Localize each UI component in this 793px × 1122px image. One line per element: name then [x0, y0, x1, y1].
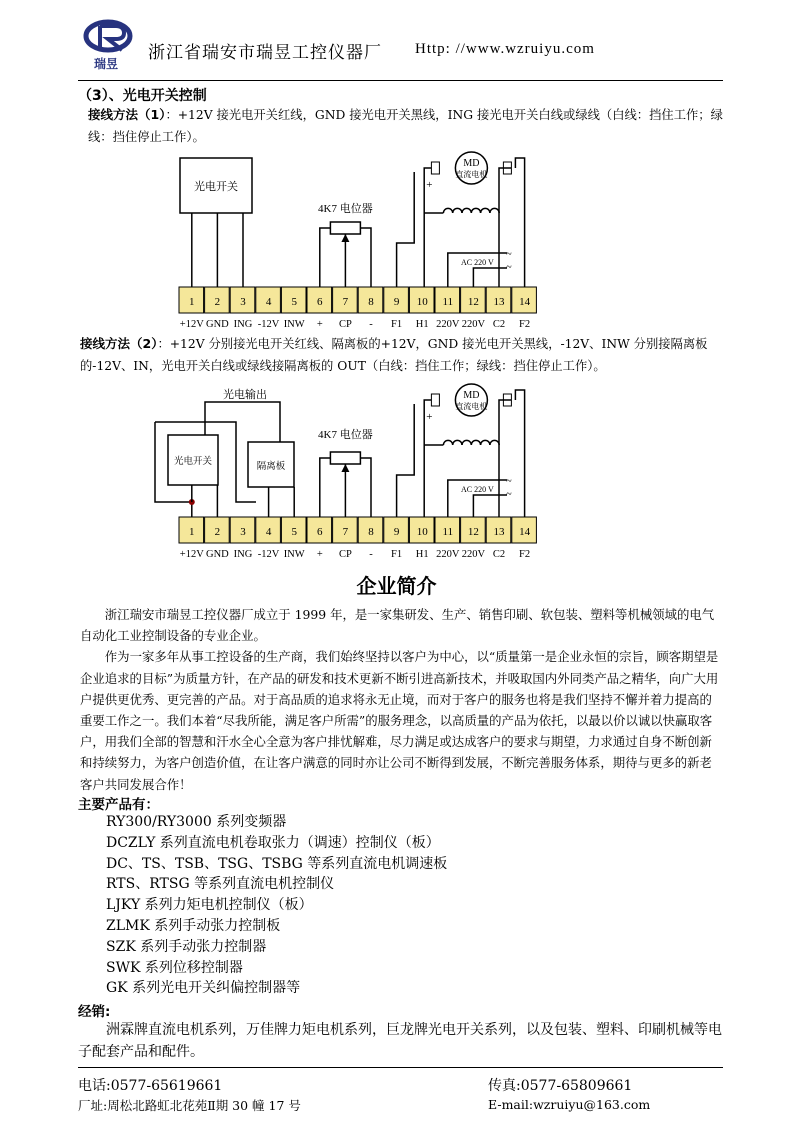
terminal-label: ING [233, 549, 253, 560]
terminal-label: -12V [257, 549, 280, 560]
terminal-number: 11 [442, 526, 454, 538]
terminal-number: 13 [493, 296, 505, 308]
terminal-number: 6 [317, 526, 323, 538]
product-item: LJKY 系列力矩电机控制仪（板） [106, 897, 313, 914]
method-1-label: 接线方法（1） [88, 107, 166, 122]
terminal-number: 6 [317, 296, 323, 308]
field-coil [490, 208, 499, 213]
method-2-text: ：+12V 分别接光电开关红线、隔离板的+12V，GND 接光电开关黑线，-12V、INW 分别接隔离板的-12V、IN，光电开关白线或绿线接隔离板的 OUT（白线：挡住工作；绿线：挡住停止工作）。 [80, 337, 708, 373]
product-list [106, 812, 447, 999]
terminal-number: 5 [291, 526, 297, 538]
terminal-number: 8 [368, 296, 374, 308]
product-item: SZK 系列手动张力控制器 [106, 938, 267, 955]
potentiometer-label: 4K7 电位器 [318, 203, 373, 215]
terminal-label: H1 [415, 549, 429, 560]
terminal-label: C2 [492, 319, 506, 330]
company-logo [80, 14, 140, 72]
section-title: （3）、光电开关控制 [78, 88, 207, 104]
terminal-label: 220V [461, 319, 486, 330]
terminal-label: GND [206, 319, 229, 330]
sales-text: 洲霖牌直流电机系列，万佳牌力矩电机系列，巨龙牌光电开关系列，以及包装、塑料、印刷机械等电子配套产品和配件。 [78, 1022, 722, 1060]
terminal-number: 12 [467, 296, 479, 308]
field-coil [471, 440, 480, 445]
terminal-label: F2 [519, 319, 531, 330]
terminal-number: 10 [416, 296, 428, 308]
wiring-diagram-1 [0, 150, 793, 335]
field-coil [453, 440, 462, 445]
terminal-number: 14 [519, 526, 531, 538]
potentiometer [330, 452, 360, 464]
wire [360, 458, 371, 517]
wire [320, 458, 331, 517]
field-coil [462, 440, 471, 445]
terminal-number: 14 [519, 296, 531, 308]
about-body [80, 604, 720, 795]
email-address: E-mail:wzruiyu@163.com [488, 1097, 651, 1112]
field-coil [443, 440, 452, 445]
wiring-diagram-2 [0, 380, 793, 565]
product-item: RY300/RY3000 系列变频器 [106, 814, 287, 830]
method-2-label: 接线方法（2） [80, 336, 158, 351]
terminal-number: 9 [393, 296, 400, 308]
about-paragraph-1: 浙江瑞安市瑞昱工控仪器厂成立于 1999 年，是一家集研发、生产、销售印刷、软包装、塑料等机械领域的电气自动化工业控制设备的专业企业。 [80, 607, 715, 644]
ac-tilde: ~ [506, 262, 512, 273]
terminal-label: - [369, 549, 373, 560]
footer-divider [78, 1067, 723, 1068]
terminal-label: -12V [257, 319, 280, 330]
field-coil [443, 208, 452, 213]
wiring-method-2 [80, 333, 725, 377]
product-item: GK 系列光电开关纠偏控制器等 [106, 980, 301, 997]
terminal-label: F1 [391, 319, 403, 330]
header-divider [78, 80, 723, 81]
terminal-label: INW [283, 319, 305, 330]
sales-title: 经销: [78, 1004, 111, 1020]
about-title: 企业简介 [356, 574, 437, 598]
terminal-number: 8 [368, 526, 374, 538]
potentiometer [330, 222, 360, 234]
product-item: ZLMK 系列手动张力控制板 [106, 917, 281, 934]
terminal-number: 11 [442, 296, 454, 308]
motor-plus-sign: + [426, 411, 433, 423]
terminal-number: 12 [467, 526, 479, 538]
product-item: SWK 系列位移控制器 [106, 959, 243, 976]
about-paragraph-2: 作为一家多年从事工控设备的生产商，我们始终坚持以客户为中心，以“质量第一是企业永恒的宗旨，顾客期望是企业追求的目标”为质量方针，在产品的研发和技术更新不断引进高新技术，并吸取国内外同类产品之精华，向广大用户提供更优秀、更完善的产品。对于高品质的追求将永无止境，而对于客户的服务也将是我们坚持不懈并着力提高的重要工作之一。我们本着“尽我所能，满足客户所需”的服务理念，以高质量的产品为依托，以最以价以诚以快赢取客户，用我们全部的智慧和汗水全心全意为客户排忧解难，尽力满足或达成客户的要求与期望，力求通过自身不断创新和持续努力，为客户创造价值，在让客户满意的同时亦让公司不断得到发展，不断完善服务体系，期待与更多的新老客户共同发展合作！ [80, 649, 719, 792]
potentiometer-label: 4K7 电位器 [318, 429, 373, 441]
method-1-text: ：+12V 接光电开关红线，GND 接光电开关黑线，ING 接光电开关白线或绿线（白线：挡住工作；绿线：挡住停止工作）。 [88, 108, 723, 144]
terminal-number: 1 [189, 526, 195, 538]
terminal-label: H1 [415, 319, 429, 330]
motor-label-md: MD [463, 158, 480, 169]
ac-label: AC 220 V [461, 485, 494, 494]
wire [515, 390, 524, 517]
wire [397, 172, 415, 287]
wiring-method-1 [88, 104, 728, 148]
motor-label-text: 直流电机 [455, 402, 488, 411]
terminal-number: 3 [240, 526, 246, 538]
motor-brush-left [431, 162, 439, 174]
terminal-label: +12V [179, 319, 204, 330]
terminal-label: 220V [436, 549, 460, 560]
product-item: DCZLY 系列直流电机卷取张力（调速）控制仪（板） [106, 834, 440, 851]
terminal-label: ING [233, 319, 253, 330]
wire [515, 158, 524, 287]
terminal-label: GND [206, 549, 229, 560]
field-coil [453, 208, 462, 213]
wiper-arrow [341, 464, 349, 472]
terminal-number: 7 [342, 526, 349, 538]
terminal-label: CP [338, 549, 352, 560]
terminal-number: 9 [393, 526, 400, 538]
product-item: RTS、RTSG 等系列直流电机控制仪 [106, 876, 335, 893]
factory-address: 厂址:周松北路虹北花苑Ⅱ期 30 幢 17 号 [78, 1098, 301, 1113]
terminal-label: - [369, 319, 373, 330]
field-coil [490, 440, 499, 445]
terminal-number: 2 [214, 296, 221, 308]
wire [360, 228, 371, 287]
field-coil [471, 208, 480, 213]
terminal-label: + [316, 319, 323, 330]
terminal-label: + [316, 549, 323, 560]
terminal-number: 10 [416, 526, 428, 538]
wire [320, 228, 331, 287]
terminal-number: 7 [342, 296, 349, 308]
terminal-number: 4 [265, 526, 272, 538]
phone-number: 电话:0577-65619661 [78, 1078, 223, 1094]
ac-tilde: ~ [506, 489, 512, 500]
photo-switch-label: 光电开关 [194, 181, 238, 193]
website-url: Http: //www.wzruiyu.com [415, 41, 595, 57]
products-title: 主要产品有： [78, 797, 159, 813]
terminal-number: 3 [240, 296, 246, 308]
terminal-label: 220V [461, 549, 486, 560]
motor-label-text: 直流电机 [455, 170, 488, 179]
terminal-number: 13 [493, 526, 505, 538]
terminal-label: CP [338, 319, 352, 330]
wire [473, 495, 507, 517]
terminal-number: 2 [214, 526, 221, 538]
wire [473, 268, 507, 287]
terminal-number: 5 [291, 296, 297, 308]
terminal-label: F1 [391, 549, 403, 560]
isolation-board-label: 隔离板 [256, 462, 286, 472]
product-item: DC、TS、TSB、TSG、TSBG 等系列直流电机调速板 [106, 855, 448, 872]
motor-brush-left [431, 394, 439, 406]
terminal-label: INW [283, 549, 305, 560]
photo-switch-label: 光电开关 [173, 457, 213, 467]
terminal-label: +12V [179, 549, 204, 560]
field-coil [481, 208, 490, 213]
motor-plus-sign: + [426, 179, 433, 191]
field-coil [481, 440, 490, 445]
terminal-number: 1 [189, 296, 195, 308]
wire [397, 404, 415, 517]
wiper-arrow [341, 234, 349, 242]
company-name: 浙江省瑞安市瑞昱工控仪器厂 [148, 43, 382, 63]
terminal-label: C2 [492, 549, 506, 560]
ac-label: AC 220 V [461, 258, 494, 267]
photo-output-label: 光电输出 [223, 389, 267, 401]
fax-number: 传真:0577-65809661 [488, 1078, 633, 1094]
logo-text: 瑞昱 [94, 57, 119, 71]
terminal-label: 220V [436, 319, 460, 330]
terminal-number: 4 [265, 296, 272, 308]
terminal-label: F2 [519, 549, 531, 560]
ac-tilde: ~ [506, 249, 512, 260]
field-coil [462, 208, 471, 213]
motor-label-md: MD [463, 390, 480, 401]
ac-tilde: ~ [506, 476, 512, 487]
